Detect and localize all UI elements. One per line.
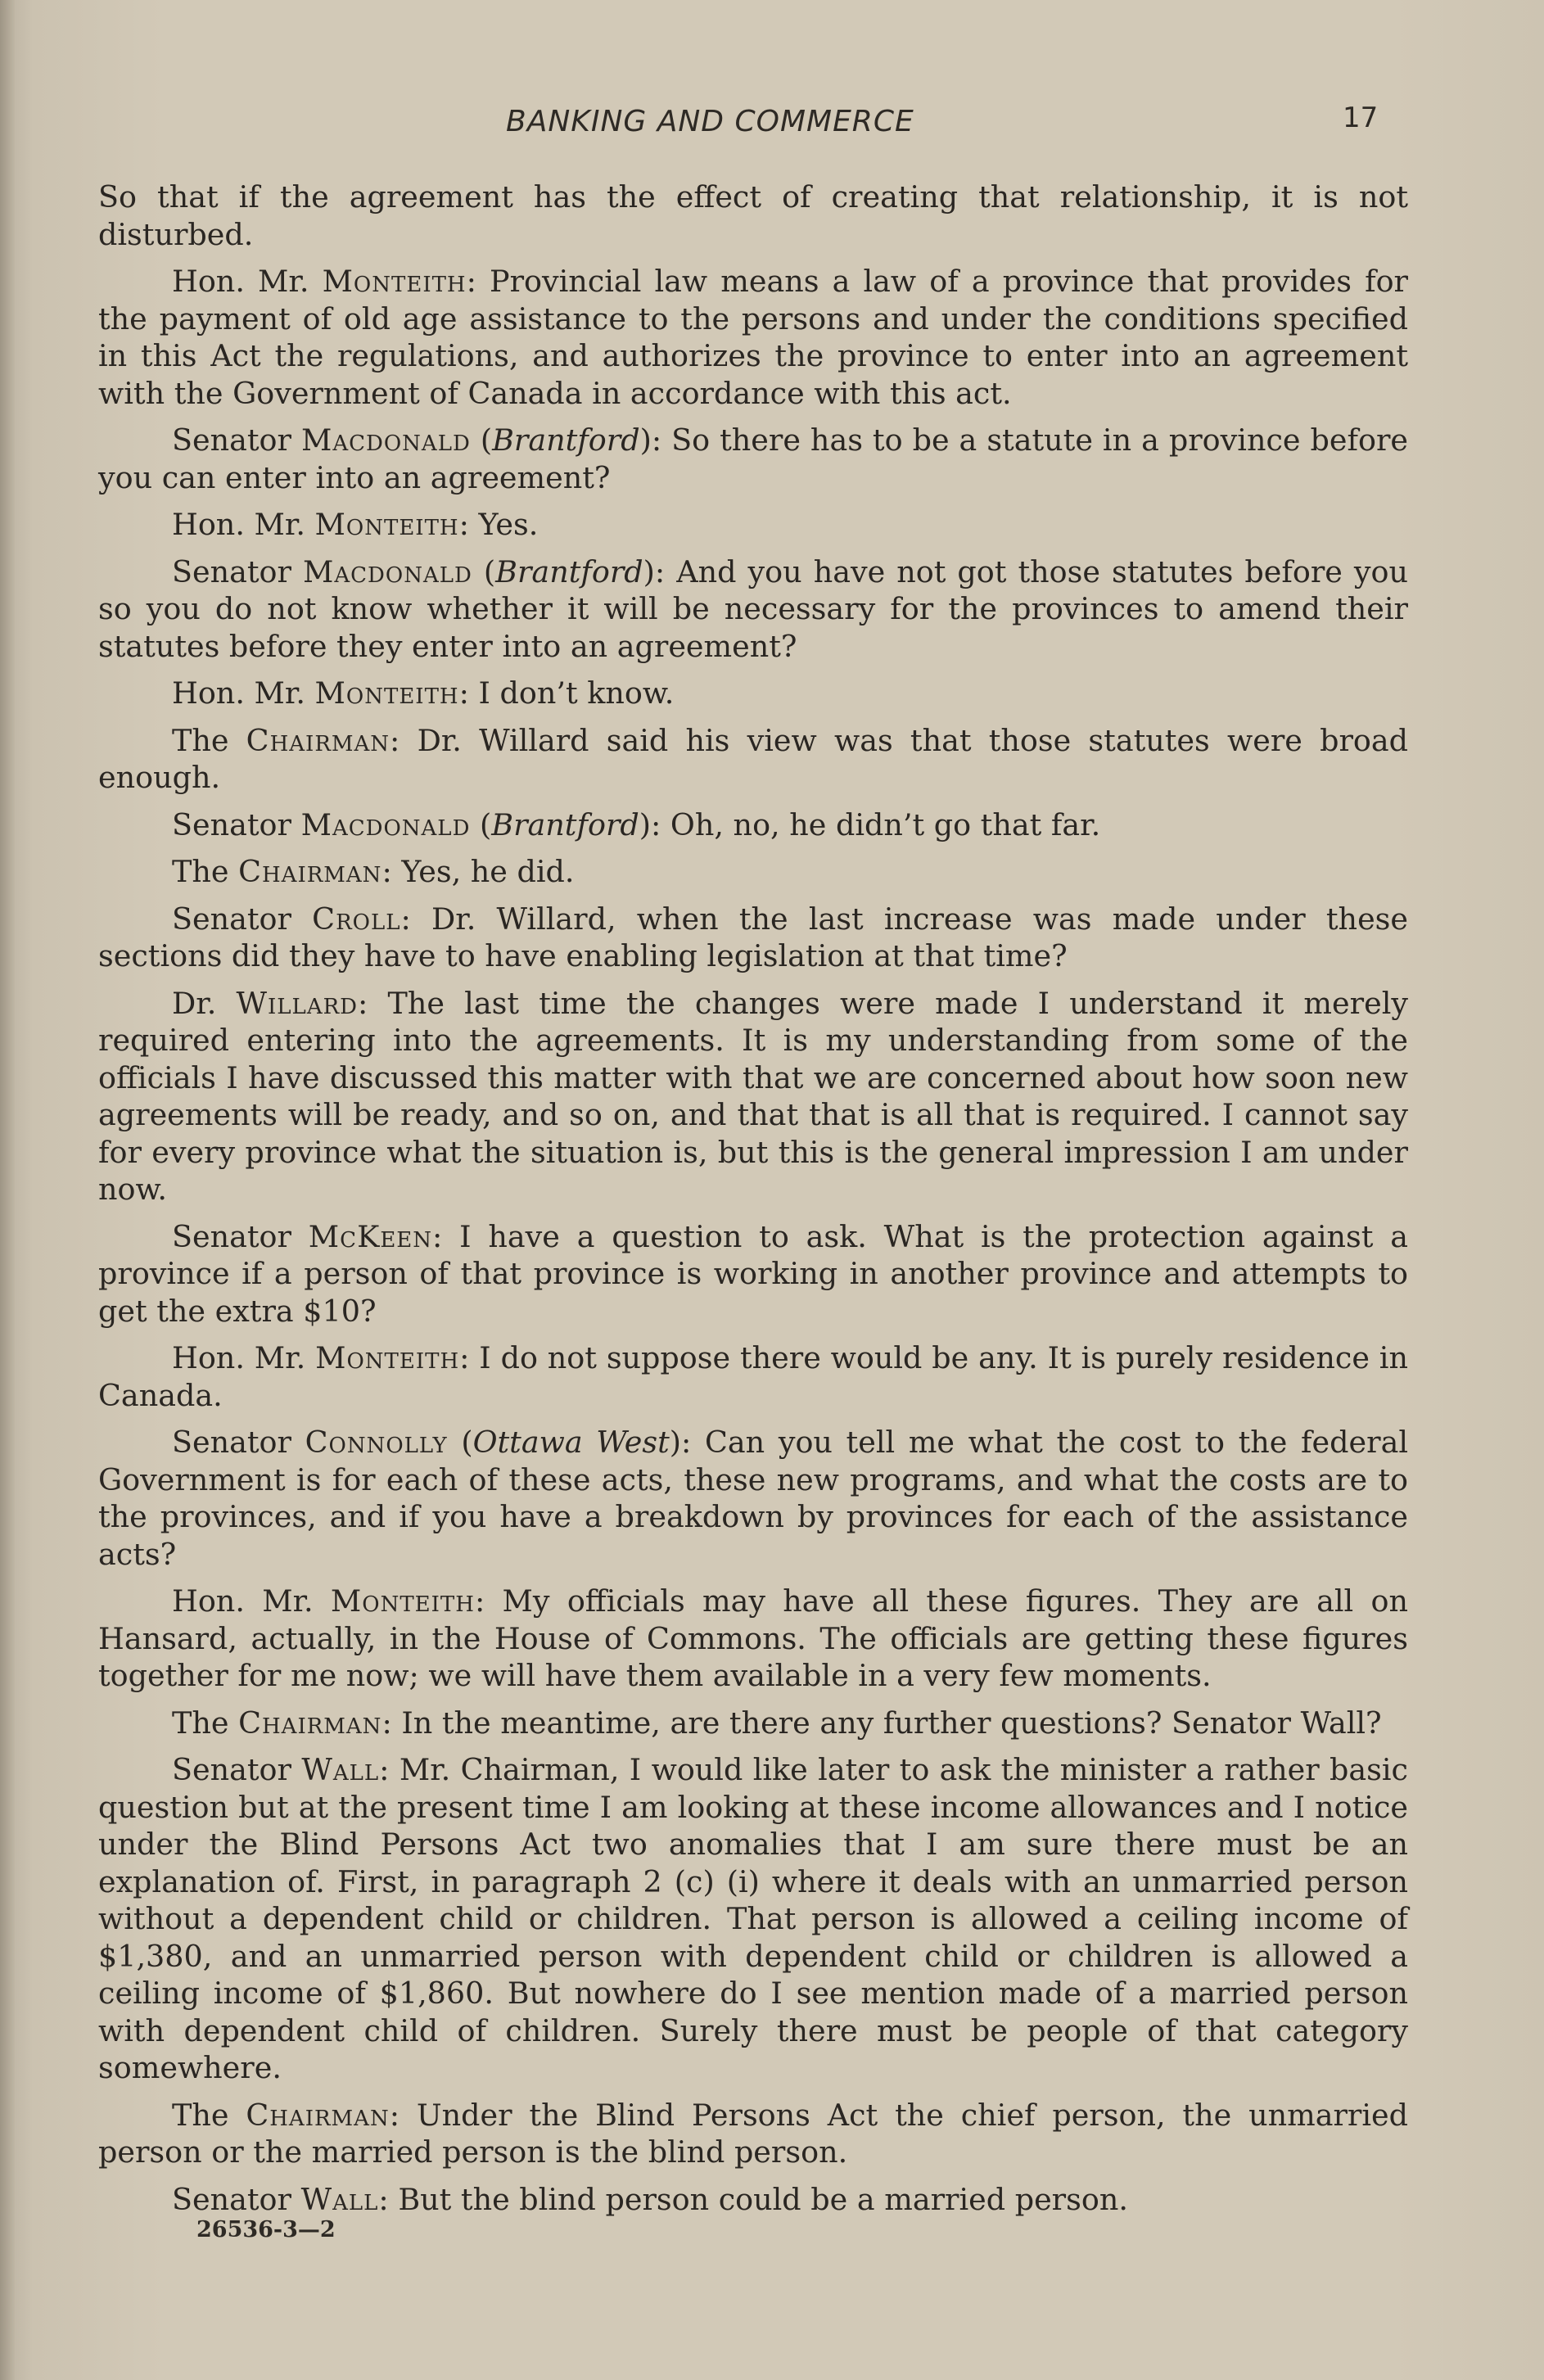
speaker-name: Macdonald — [300, 422, 471, 458]
paragraph: Hon. Mr. Monteith: My officials may have all these figures. They are all on Hansard, actually, in the House of Commons. The officials are getting these figures together for me now; we will have them available in a very few moments. — [98, 1583, 1408, 1693]
speaker-title: Dr. — [172, 985, 237, 1021]
speaker-name: Monteith — [314, 507, 459, 542]
paragraph: The Chairman: Yes, he did. — [172, 854, 575, 889]
paragraph-text: So there has to be a statute in a province before you can enter into an agreement? — [98, 422, 1408, 495]
running-head: BANKING AND COMMERCE — [506, 105, 914, 138]
paragraph-text: In the meantime, are there any further questions? Senator Wall? — [401, 1705, 1382, 1741]
paragraph-text: Yes. — [478, 507, 539, 542]
paragraph: Hon. Mr. Monteith: Yes. — [172, 507, 539, 542]
paragraph: Senator Croll: Dr. Willard, when the last increase was made under these sections did they have to have enabling legislation at that time? — [98, 901, 1408, 973]
paragraph: Senator Macdonald (Brantford): Oh, no, he didn’t go that far. — [172, 806, 1101, 842]
paragraph: The Chairman: In the meantime, are there any further questions? Senator Wall? — [172, 1705, 1382, 1741]
speaker-title: Senator — [172, 806, 301, 842]
speaker-title: Hon. Mr. — [172, 507, 315, 542]
paragraph-text: The last time the changes were made I understand it merely required entering into the agreements. It is my understanding from some of the officials I have discussed this matter with that we are concerned about how soon new agreements will be ready, and so on, and that that is all that is required. I cannot say for every province what the situation is, but this is the general impression I am under now. — [98, 985, 1408, 1207]
paragraph: Senator Wall: Mr. Chairman, I would like later to ask the minister a rather basic question but at the present time I am looking at these income allowances and I notice under the Blind Persons Act two anomalies that I am sure there must be an explanation of. First, in paragraph 2 (c) (i) where it deals with an unmarried person without a dependent child or children. That person is allowed a ceiling income of $1,380, and an unmarried person with dependent child or children is allowed a ceiling income of $1,860. But nowhere do I see mention made of a married person with dependent child of children. Surely there must be people of that category somewhere. — [98, 1752, 1408, 2085]
paragraph-text: I have a question to ask. What is the protection against a province if a person of that province is working in another province and attempts to get the extra $10? — [98, 1218, 1408, 1329]
paragraph: Hon. Mr. Monteith: I don’t know. — [172, 675, 675, 711]
paragraph: Hon. Mr. Monteith: I do not suppose there would be any. It is purely residence in Canada. — [98, 1340, 1408, 1413]
speaker-title: Senator — [172, 1425, 305, 1460]
speaker-name: Wall — [300, 2181, 379, 2217]
speaker-title: Senator — [172, 1218, 309, 1254]
speaker-title: The — [172, 722, 246, 758]
speaker-name: Macdonald — [303, 553, 472, 589]
paragraph-text: And you have not got those statutes before you so you do not know whether it will be necessary for the provinces to amend their statutes before they enter into an agreement? — [98, 553, 1409, 664]
paragraph-text: I don’t know. — [478, 675, 675, 711]
paragraph-text: Under the Blind Persons Act the chief person, the unmarried person or the married person is the blind person. — [98, 2097, 1408, 2170]
speaker-name: Chairman — [246, 722, 391, 758]
speaker-name: Croll — [312, 901, 401, 937]
paragraph — [98, 178, 1408, 253]
riding: Brantford — [495, 553, 643, 589]
paragraph-text: My officials may have all these figures. They are all on Hansard, actually, in the House of Commons. The officials are getting these figures together for me now; we will have them available in a very few moments. — [98, 1583, 1408, 1693]
paragraph-text: Provincial law means a law of a province that provides for the payment of old age assistance to the persons and under the conditions specified in this Act the regulations, and authorizes the province to enter into an agreement with the Government of Canada in accordance with this act. — [98, 264, 1409, 411]
speaker-title: Hon. Mr. — [172, 675, 315, 711]
paragraph: Senator Macdonald (Brantford): So there has to be a statute in a province before you can enter into an agreement? — [98, 422, 1408, 495]
paragraph-text: Dr. Willard said his view was that those statutes were broad enough. — [98, 722, 1408, 795]
page-header — [0, 102, 1544, 154]
speaker-name: Monteith — [322, 264, 467, 299]
speaker-name: Macdonald — [300, 806, 471, 842]
speaker-title: Senator — [172, 553, 304, 589]
speaker-name: Wall — [301, 1752, 380, 1787]
paragraph: The Chairman: Under the Blind Persons Act the chief person, the unmarried person or the married person is the blind person. — [98, 2097, 1408, 2170]
paragraph: Dr. Willard: The last time the changes were made I understand it merely required entering into the agreements. It is my understanding from some of the officials I have discussed this matter with that we are concerned about how soon new agreements will be ready, and so on, and that that is all that is required. I cannot say for every province what the situation is, but this is the general impression I am under now. — [98, 985, 1408, 1207]
speaker-title: Senator — [172, 901, 313, 937]
print-code: 26536-3—2 — [196, 2217, 336, 2242]
paragraph-text: I do not suppose there would be any. It is purely residence in Canada. — [98, 1340, 1408, 1413]
speaker-title: Hon. Mr. — [172, 1583, 331, 1619]
paragraph: Hon. Mr. Monteith: Provincial law means a law of a province that provides for the payment of old age assistance to the persons and under the conditions specified in this Act the regulations, and authorizes the province to enter into an agreement with the Government of Canada in accordance with this act. — [98, 264, 1409, 411]
speaker-name: Connolly — [305, 1425, 448, 1460]
paragraph: Senator McKeen: I have a question to ask. What is the protection against a province if a person of that province is working in another province and attempts to get the extra $10? — [98, 1218, 1408, 1329]
paragraph-text: Can you tell me what the cost to the federal Government is for each of these acts, these new programs, and what the costs are to the provinces, and if you have a breakdown by provinces for each of the assistance acts? — [98, 1425, 1409, 1572]
paragraph-text: Oh, no, he didn’t go that far. — [670, 806, 1101, 842]
speaker-name: Monteith — [315, 1340, 460, 1375]
speaker-name: Chairman — [246, 2097, 390, 2133]
riding: Ottawa West — [472, 1425, 670, 1460]
riding: Brantford — [492, 422, 640, 458]
speaker-title: The — [172, 2097, 246, 2133]
paragraph-text: But the blind person could be a married person. — [398, 2181, 1128, 2217]
paragraph-text: Dr. Willard, when the last increase was made under these sections did they have to have enabling legislation at that time? — [98, 901, 1408, 973]
speaker-name: Willard — [236, 985, 359, 1021]
speaker-title: The — [172, 854, 239, 889]
speaker-title: The — [172, 1705, 239, 1741]
speaker-title: Hon. Mr. — [172, 264, 323, 299]
page-binding-edge — [0, 0, 15, 2380]
paragraph-text: So that if the agreement has the effect of creating that relationship, it is not disturbed. — [98, 179, 1408, 252]
page-number: 17 — [1343, 102, 1379, 134]
paragraph-text: Mr. Chairman, I would like later to ask the minister a rather basic question but at the present time I am looking at these income allowances and I notice under the Blind Persons Act two anomalies that I am sure there must be an explanation of. First, in paragraph 2 (c) (i) where it deals with an unmarried person without a dependent child or children. That person is allowed a ceiling income of $1,380, and an unmarried person with dependent child or children is allowed a ceiling income of $1,860. But nowhere do I see mention made of a married person with dependent child of children. Surely there must be people of that category somewhere. — [98, 1752, 1408, 2085]
paragraph: The Chairman: Dr. Willard said his view was that those statutes were broad enough. — [98, 722, 1408, 795]
speaker-name: Chairman — [238, 1705, 382, 1741]
paragraph: Senator Wall: But the blind person could be a married person. — [172, 2181, 1128, 2217]
speaker-title: Senator — [172, 2181, 301, 2217]
transcript-body — [98, 178, 1408, 2228]
speaker-name: Monteith — [314, 675, 459, 711]
speaker-title: Hon. Mr. — [172, 1340, 316, 1375]
paragraph: Senator Connolly (Ottawa West): Can you tell me what the cost to the federal Government is for each of these acts, these new programs, and what the costs are to the provinces, and if you have a breakdown by provinces for each of the assistance acts? — [98, 1425, 1409, 1572]
speaker-title: Senator — [172, 422, 301, 458]
speaker-name: Monteith — [330, 1583, 475, 1619]
speaker-name: Chairman — [238, 854, 382, 889]
paragraph: Senator Macdonald (Brantford): And you have not got those statutes before you so you do not know whether it will be necessary for the provinces to amend their statutes before they enter into an agreement? — [98, 553, 1409, 664]
speaker-name: McKeen — [308, 1218, 433, 1254]
paragraph-text: Yes, he did. — [401, 854, 575, 889]
speaker-title: Senator — [172, 1752, 302, 1787]
riding: Brantford — [491, 806, 639, 842]
